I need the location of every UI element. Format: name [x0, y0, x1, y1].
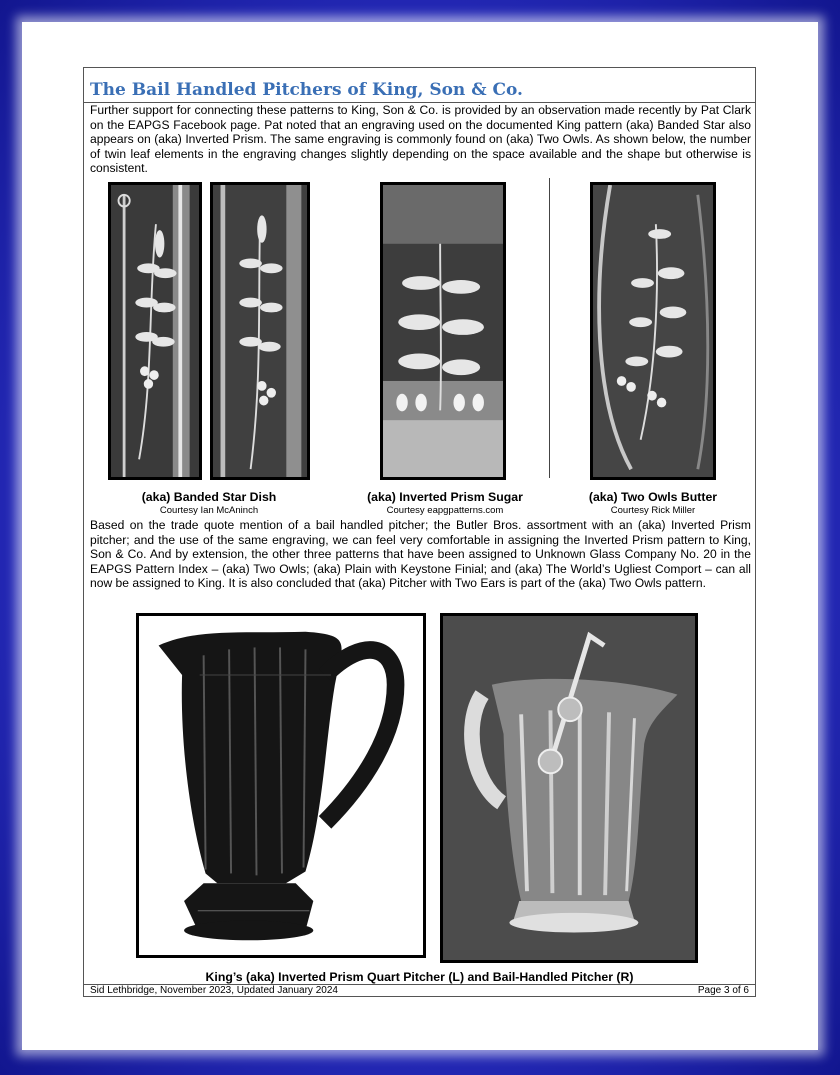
photo-inverted-prism-sugar	[380, 182, 506, 480]
content-box	[83, 67, 756, 997]
caption-title: (aka) Two Owls Butter	[588, 490, 718, 504]
footer-page-number: Page 3 of 6	[697, 985, 749, 996]
photo-banded-star-1	[108, 182, 202, 480]
caption-credit: Courtesy Rick Miller	[610, 505, 696, 516]
column-divider	[549, 178, 550, 478]
page-title: The Bail Handled Pitchers of King, Son & Co.	[90, 80, 523, 100]
caption-two-owls	[560, 490, 746, 516]
image-bail-handled-pitcher	[440, 613, 698, 963]
caption-title: (aka) Banded Star Dish	[141, 490, 277, 504]
photo-banded-star-2	[210, 182, 310, 480]
caption-credit: Courtesy eapgpatterns.com	[386, 505, 504, 516]
paragraph-conclusion: Based on the trade quote mention of a bail handled pitcher; the Butler Bros. assortment with an (aka) Inverted Prism pitcher; and the use of the same engraving, we can feel very comfortable in assigning the Inverted Prism pattern to King, Son & Co. And by extension, the other three patterns that have been assigned to Unknown Glass Company No. 20 in the EAPGS Pattern Index – (aka) Two Owls; (aka) Plain with Keystone Finial; and (aka) The World’s Ugliest Comport – can all now be assigned to King. It is also concluded that (aka) Pitcher with Two Ears is part of the (aka) Two Owls pattern.	[90, 518, 751, 590]
paragraph-intro: Further support for connecting these patterns to King, Son & Co. is provided by an observation made recently by Pat Clark on the EAPGS Facebook page. Pat noted that an engraving used on the documented King pattern (aka) Banded Star also appears on (aka) Inverted Prism. The same engraving is commonly found on (aka) Two Owls. As shown below, the number of twin leaf elements in the engraving changes slightly depending on the space available and the shape but otherwise is consistent.	[90, 103, 751, 175]
caption-title: (aka) Inverted Prism Sugar	[367, 490, 523, 504]
caption-credit: Courtesy Ian McAninch	[159, 505, 259, 516]
image-quart-pitcher-engraving	[136, 613, 426, 958]
document-page	[22, 22, 818, 1050]
caption-inverted-prism	[340, 490, 550, 516]
caption-banded-star	[108, 490, 310, 516]
footer-author: Sid Lethbridge, November 2023, Updated January 2024	[90, 985, 338, 996]
photo-two-owls-butter	[590, 182, 716, 480]
figure-caption: King’s (aka) Inverted Prism Quart Pitcher (L) and Bail-Handled Pitcher (R)	[205, 970, 634, 984]
